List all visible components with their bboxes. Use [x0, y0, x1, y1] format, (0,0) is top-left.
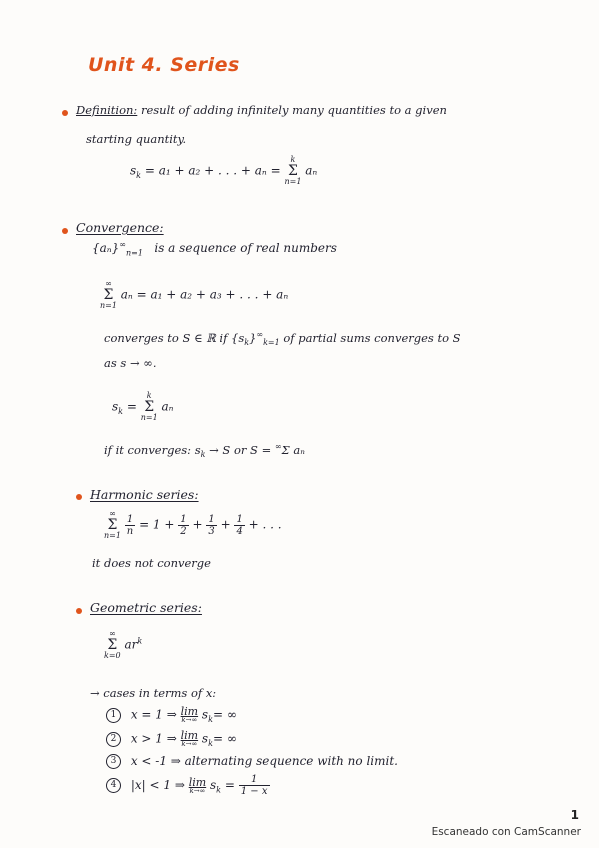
sequence-line: $\{a_n\}^\infty_{n=1}$ is a sequence of real numbers: [92, 240, 337, 258]
fraction: $\frac{1}{4}$: [236, 513, 243, 537]
definition-formula: $s_k = a_1 + a_2$ + . . . + aₙ = k Σ n=1 aₙ: [130, 155, 318, 186]
convergence-line-1: converges to S ∈ ℝ if $\{s_k\}^\infty_{k=1}$ of partial sums converges to S: [104, 330, 461, 348]
definition-text-1: result of adding infinitely many quantities to a given: [140, 103, 447, 117]
bullet-convergence: [62, 228, 68, 234]
sigma-symbol: ∞ Σ n=1: [100, 279, 117, 310]
fraction: $\frac{1}{n}$: [126, 513, 134, 537]
convergence-line-2: as s → ∞.: [104, 356, 157, 370]
page-number: 1: [570, 808, 579, 822]
limit: lim k→∞: [180, 705, 199, 724]
limit: lim k→∞: [180, 729, 199, 748]
case-number-circle: 4: [106, 778, 121, 793]
case-1: 1 x = 1 ⇒ lim k→∞ $s_k=$ ∞: [106, 706, 237, 724]
sigma-symbol: k Σ n=1: [140, 391, 158, 422]
cases-intro: → cases in terms of x:: [90, 686, 217, 700]
if-converges-line: if it converges: $s_k \to S$ or S = ∞Σ aₙ: [104, 442, 305, 460]
fraction: $\frac{1}{2}$: [180, 513, 187, 537]
case-number-circle: 1: [106, 708, 121, 723]
harmonic-series-formula: ∞ Σ n=1 $\frac{1}{n}$ = 1 + $\frac{1}{2}$ + $\frac{1}{3}$ + $\frac{1}{4}$ + . . .: [104, 509, 282, 540]
case-number-circle: 2: [106, 732, 121, 747]
geometric-series-formula: ∞ Σ k=0 $ar^k$: [104, 629, 143, 660]
case-4: 4 |x| < 1 ⇒ lim k→∞ $s_k$ = $\frac{1}{1 - x}$: [106, 774, 270, 797]
definition-heading: Definition:: [76, 103, 138, 117]
definition-line-1: [76, 103, 447, 117]
fraction: $\frac{1}{3}$: [208, 513, 215, 537]
sigma-symbol: k Σ n=1: [284, 155, 302, 186]
convergence-heading: Convergence:: [76, 220, 164, 235]
harmonic-heading: Harmonic series:: [90, 487, 199, 502]
partial-sum-formula: $s_k$ = k Σ n=1 aₙ: [112, 391, 174, 422]
case-number-circle: 3: [106, 754, 121, 769]
fraction: $\frac{1}{1 - x}$: [240, 774, 268, 797]
sigma-symbol: ∞ Σ n=1: [104, 509, 121, 540]
bullet-harmonic: [76, 494, 82, 500]
case-3: 3 x < -1 ⇒ alternating sequence with no limit.: [106, 754, 398, 769]
sigma-symbol: ∞ Σ k=0: [104, 629, 121, 660]
definition-line-2: starting quantity.: [86, 132, 187, 146]
geometric-heading: Geometric series:: [90, 600, 202, 615]
page-title: Unit 4. Series: [88, 54, 240, 76]
harmonic-note: it does not converge: [92, 556, 211, 570]
scanner-footer: Escaneado con CamScanner: [431, 826, 581, 838]
bullet-definition: [62, 110, 68, 116]
series-definition: ∞ Σ n=1 aₙ = a₁ + a₂ + a₃ + . . . + aₙ: [100, 279, 289, 310]
limit: lim k→∞: [188, 775, 207, 795]
case-2: 2 x > 1 ⇒ lim k→∞ $s_k=$ ∞: [106, 730, 237, 748]
bullet-geometric: [76, 608, 82, 614]
